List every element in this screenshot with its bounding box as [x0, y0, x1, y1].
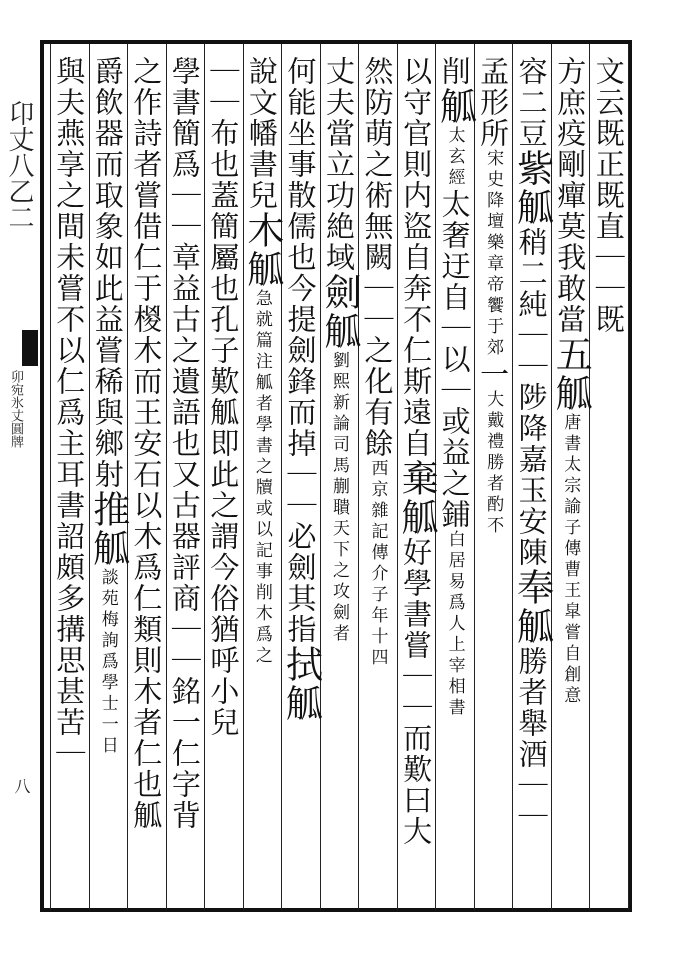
headword: 劍觚 — [318, 273, 361, 351]
text-column — [47, 56, 91, 900]
body-text: 學書簡爲｜｜章益古之遺語也又古器評商｜｜銘一仁字背 — [167, 56, 202, 831]
text-column — [394, 56, 438, 900]
annotation-text: 急就篇注觚者學書之牘或以記事削木爲之 — [251, 289, 272, 667]
text-column — [548, 56, 592, 900]
body-text: 何能坐事散儒 — [283, 56, 318, 242]
body-text: 以守官則内盜自奔不仁斯遠自 — [399, 56, 434, 459]
body-text: 太奢迂自｜以｜或益之鋪 — [437, 189, 472, 530]
body-text: 容二豆 — [514, 56, 549, 149]
body-text: 文云既正既直｜｜既 — [591, 56, 626, 335]
headword: 五 — [549, 335, 593, 374]
annotation-text: 唐書太宗諭子傳曹王皐嘗自創意 — [560, 413, 581, 707]
body-text: 孟形所 — [476, 56, 511, 149]
body-text: 方庶疫剛癉莫我敢當 — [553, 56, 588, 335]
margin-ink-block — [22, 330, 38, 366]
annotation-text: 白居易爲人上宰相書 — [444, 530, 465, 719]
annotation-text: 宋史降壇樂章帝饗于郊 — [483, 149, 504, 359]
text-column — [317, 56, 361, 900]
annotation-text: 劉熙新論司馬蒯聵天下之攻劍者 — [329, 351, 349, 645]
body-text: 爵飲器而取象如此益嘗稀與鄉射 — [90, 56, 125, 490]
body-text: 勝者舉酒｜｜ — [514, 646, 549, 832]
body-text: 蓋簡屬也孔子歎觚即此之謂今俗猶呼小兒 — [206, 180, 241, 738]
body-text: 書詔頗多搆思甚苦｜ — [52, 490, 87, 769]
text-column — [201, 56, 245, 900]
headword: 推觚 — [86, 490, 130, 568]
body-text: 幡書兒 — [244, 118, 279, 211]
body-text: 之作詩者嘗借仁于椶木而王安石以木爲仁類則木者仁也觚 — [129, 56, 164, 831]
annotation-text: 西京雜記傳介子年十四 — [367, 459, 388, 669]
body-text: 稍二純｜｜陟降嘉玉安陳 — [514, 227, 549, 568]
headword: 奉觚 — [510, 568, 554, 646]
body-text: 一 — [476, 359, 511, 390]
annotation-text: 大戴禮勝者酌不 — [483, 390, 504, 537]
annotation-text: 太玄經 — [444, 126, 465, 189]
body-text: 也今提劍鋒而掉｜｜必劍其指 — [283, 242, 318, 645]
text-column — [433, 56, 477, 900]
text-column — [86, 56, 130, 900]
headword: 觚 — [433, 87, 477, 126]
text-column — [124, 56, 168, 900]
body-text: 與夫燕享之間未嘗不以仁爲主耳 — [52, 56, 87, 490]
body-text: 然防萌之術無闕｜｜之化有餘 — [360, 56, 395, 459]
text-column — [356, 56, 400, 900]
text-column — [471, 56, 515, 900]
margin-fragment-text: 卬丈八乙二 — [4, 100, 34, 230]
headword: 棄觚 — [395, 459, 439, 537]
margin-note: 卯宛氷丈圓牌 — [8, 370, 23, 448]
body-text: 削 — [437, 56, 472, 87]
body-text: 好學書嘗｜｜而歎曰大 — [399, 537, 434, 847]
headword: 觚 — [549, 374, 593, 413]
text-column — [587, 56, 631, 900]
page-number: 八 — [12, 778, 31, 794]
body-text: 說文 — [244, 56, 279, 118]
headword: 紫觚 — [510, 149, 554, 227]
text-column — [510, 56, 554, 900]
text-column — [163, 56, 207, 900]
left-margin-fragment — [0, 40, 38, 920]
headword: 木觚 — [240, 211, 284, 289]
annotation-text: 談苑梅詢爲學士一日 — [97, 568, 118, 757]
text-column — [278, 56, 322, 900]
body-text: ｜｜布也 — [206, 56, 241, 180]
body-text: 丈夫當立功絶域 — [322, 56, 356, 273]
text-column — [240, 56, 284, 900]
headword: 拭觚 — [279, 645, 323, 723]
